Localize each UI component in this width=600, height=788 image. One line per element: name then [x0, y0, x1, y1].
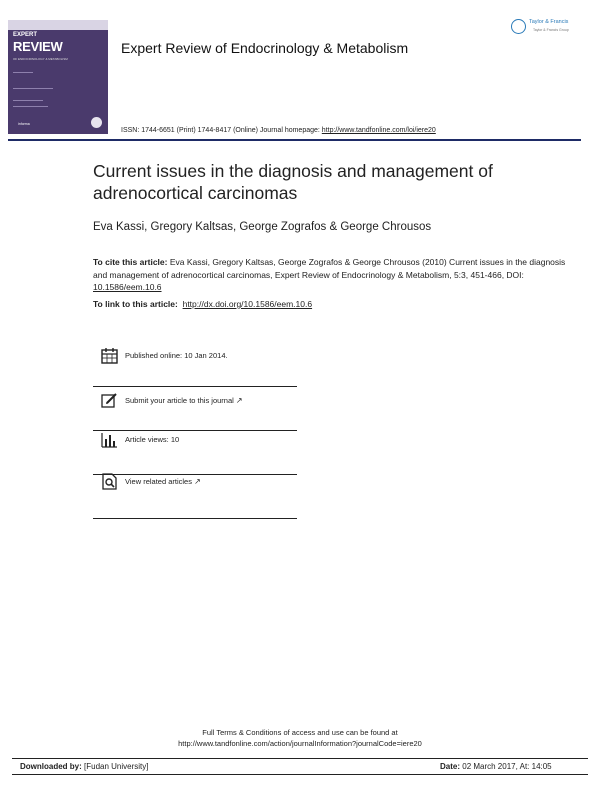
published-online-text: Published online: 10 Jan 2014. [125, 351, 228, 360]
related-articles-text: View related articles [125, 477, 192, 486]
journal-cover [8, 20, 108, 134]
cover-header-strip [8, 20, 108, 30]
publisher-logo [511, 16, 585, 38]
cover-divider [13, 88, 53, 89]
downloaded-by [20, 762, 148, 771]
external-link-icon: ↗ [194, 477, 201, 486]
cover-circle-icon [91, 117, 102, 128]
downloaded-by-label: Downloaded by: [20, 762, 82, 771]
downloaded-by-value: [Fudan University] [81, 762, 149, 771]
article-link-line [93, 299, 312, 309]
edit-icon [101, 392, 118, 409]
download-date [440, 762, 552, 771]
cover-publisher-logo: informa [18, 122, 30, 126]
citation-doi-link[interactable]: 10.1586/eem.10.6 [93, 282, 162, 292]
download-date-value: 02 March 2017, At: 14:05 [460, 762, 552, 771]
publisher-logo-tagline: Taylor & Francis Group [533, 28, 569, 32]
citation-label: To cite this article: [93, 257, 168, 267]
download-info-bar [12, 758, 588, 775]
citation-block [93, 256, 573, 294]
download-date-label: Date: [440, 762, 461, 771]
issn-line [121, 127, 436, 134]
article-views-row [93, 431, 297, 475]
cover-review-text: REVIEW [13, 39, 63, 54]
cover-divider [13, 100, 43, 101]
submit-article-link[interactable] [125, 396, 243, 405]
submit-article-row[interactable] [93, 387, 297, 431]
article-title: Current issues in the diagnosis and management of adrenocortical carcinomas [93, 161, 493, 203]
published-online-row [93, 343, 297, 387]
terms-url[interactable]: http://www.tandfonline.com/action/journalInformation?journalCode=iere20 [178, 739, 422, 748]
terms-line: Full Terms & Conditions of access and use can be found at [202, 728, 398, 737]
cover-divider [13, 72, 33, 73]
citation-text: Eva Kassi, Gregory Kaltsas, George Zografos & George Chrousos (2010) Current issues in the diagnosis and management of adrenocortical carcinomas, Expert Review of Endocrinology & Metabolism, 5:3, 451-466, DOI: [93, 257, 566, 280]
article-views-text: Article views: 10 [125, 435, 180, 444]
related-articles-link[interactable] [125, 477, 201, 486]
calendar-icon [101, 347, 118, 364]
publisher-logo-icon [511, 19, 526, 34]
cover-divider [13, 106, 48, 107]
header-rule [8, 139, 581, 141]
article-authors: Eva Kassi, Gregory Kaltsas, George Zografos & George Chrousos [93, 221, 432, 233]
related-articles-row[interactable] [93, 475, 297, 519]
external-link-icon: ↗ [235, 396, 243, 405]
article-doi-url[interactable]: http://dx.doi.org/10.1586/eem.10.6 [182, 299, 313, 309]
journal-title: Expert Review of Endocrinology & Metabolism [121, 40, 409, 56]
journal-homepage-link[interactable]: http://www.tandfonline.com/loi/iere20 [321, 127, 436, 134]
issn-text: ISSN: 1744-6651 (Print) 1744-8417 (Online) Journal homepage: [121, 127, 322, 134]
publisher-logo-name: Taylor & Francis [529, 19, 569, 25]
submit-article-text: Submit your article to this journal [125, 396, 234, 405]
terms-notice [0, 727, 600, 749]
cover-expert-text: EXPERT [13, 32, 38, 38]
cover-subtitle: OF ENDOCRINOLOGY & METABOLISM [13, 57, 68, 61]
search-document-icon [101, 473, 118, 490]
article-link-label: To link to this article: [93, 299, 178, 309]
bar-chart-icon [101, 431, 118, 448]
